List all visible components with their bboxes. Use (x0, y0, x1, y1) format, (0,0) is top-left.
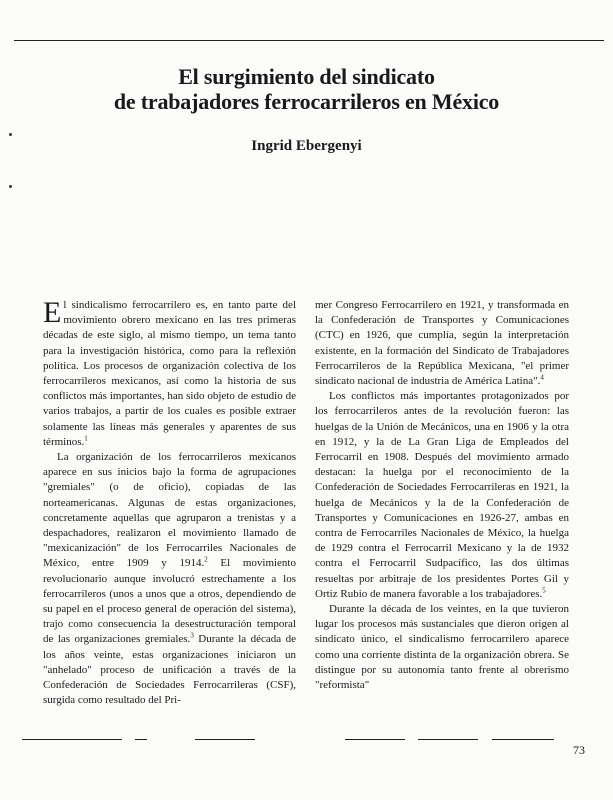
paragraph-1-text: l sindicalismo ferrocarrilero es, en tanto parte del movimiento obrero mexicano en las tres primeras décadas de este siglo, al mismo tiempo, un tema tanto para la investigación histórica, como para la reflexión política. Los procesos de organización colectiva de los ferrocarrileros mexicanos, así como la historia de sus conflictos más importantes, han sido objeto de estudio de varios trabajos, a partir de los cuales es posible extraer solamente las líneas más generales y aparentes de sus términos. (43, 299, 296, 448)
paragraph-3 (315, 298, 569, 389)
paragraph-4-text: Los conflictos más importantes protagonizados por los ferrocarrileros antes de la revolución fueron: las huelgas de la Unión de Mecánicos, una en 1906 y la otra en 1912, y la de La Gran Liga de Empleados del Ferrocarril en 1908. Después del movimiento armado destacan: la huelga por el reconocimiento de la Confederación de Sociedades Ferrocarrileras en 1921, la huelga de Mecánicos y la de la Confederación de Transportes y Comunicaciones en 1926-27, ambas en contra de Ferrocarriles Nacionales de México, la huelga de 1929 contra el Ferrocarril Mexicano y la de 1932 contra el Ferrocarril Sudpacífico, las dos últimas resueltas por arbitraje de los presidentes Portes Gil y Ortiz Rubio de manera favorable a los trabajadores. (315, 390, 569, 600)
paragraph-5 (315, 602, 569, 693)
footnote-ref: 1 (84, 434, 88, 443)
article-title-line-1: El surgimiento del sindicato (178, 64, 435, 89)
left-column (43, 298, 296, 708)
footnote-ref: 4 (540, 373, 544, 382)
footnote-ref: 2 (204, 555, 208, 564)
margin-mark (9, 185, 12, 188)
paragraph-2-text-b: El movimiento revolucionario aunque involucró estrechamente a los ferrocarrileros (unos a unos que a otros, dependiendo de su papel en el proceso general de operación del sistema), trajo como consecuencia la desestructuración temporal de las organizaciones gremiales. (43, 557, 296, 646)
paragraph-2-text-a: La organización de los ferrocarrileros mexicanos aparece en sus inicios bajo la forma de agrupaciones "gremiales" (o de oficio), copiadas de las norteamericanas. Algunas de estas organizaciones, concretamente aquellas que agruparon a trenistas y a despachadores, realizaron el movimiento llamado de "mexicanización" de los Ferrocarriles Nacionales de México, entre 1909 y 1914. (43, 451, 296, 570)
paragraph-3-text: mer Congreso Ferrocarrilero en 1921, y transformada en la Confederación de Transportes y Comunicaciones (CTC) en 1926, que cumplía, según la interpretación existente, en la formación del Sindicato de Trabajadores Ferrocarrileros de la República Mexicana, "el primer sindicato nacional de industria de América Latina". (315, 299, 569, 388)
bottom-rule (345, 739, 405, 740)
footnote-ref: 3 (190, 631, 194, 640)
margin-mark (9, 133, 12, 136)
page-number: 73 (573, 743, 585, 757)
paragraph-2 (43, 450, 296, 708)
bottom-rule (135, 739, 147, 740)
bottom-rule (418, 739, 478, 740)
bottom-rule (492, 739, 554, 740)
drop-cap: E (43, 296, 62, 329)
right-column (315, 298, 569, 693)
author-name: Ingrid Ebergenyi (251, 138, 362, 154)
bottom-rule (22, 739, 122, 740)
top-rule (14, 40, 604, 41)
paragraph-2-text-c: Durante la década de los años veinte, estas organizaciones iniciaron un "anhelado" proceso de unificación a través de la Confederación de Sociedades Ferrocarrileras (CSF), surgida como resultado del Pri- (43, 633, 296, 707)
article-title-line-2: de trabajadores ferrocarrileros en México (113, 89, 500, 114)
paragraph-1 (43, 298, 296, 450)
footnote-ref: 5 (542, 586, 546, 595)
paragraph-5-text: Durante la década de los veintes, en la que tuvieron lugar los procesos más sustanciales que dieron origen al sindicato único, el sindicalismo ferrocarrilero aparece como una corriente distinta de la organización obrera. Se distingue por su autonomía tanto frente al obrerismo "reformista" (315, 603, 569, 692)
paragraph-4 (315, 389, 569, 602)
bottom-rule (195, 739, 255, 740)
